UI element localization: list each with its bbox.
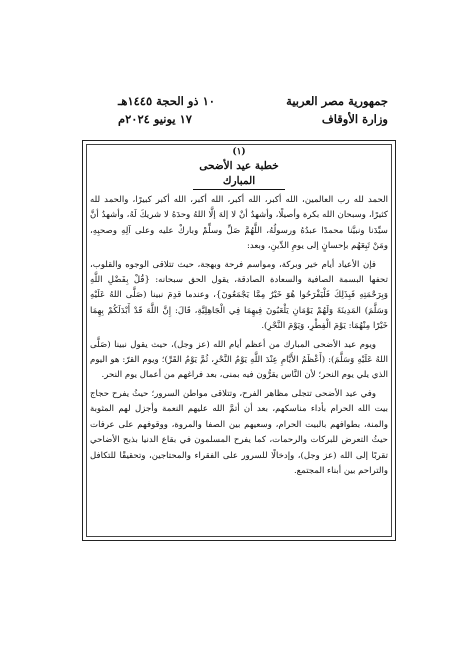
paragraph: الحمد لله رب العالمين، الله أكبر، الله أكبر، الله أكبر، الله أكبر كبيرًا، والحمد لله كثيرًا، وسبحان الله بكرة وأصيلًا، وأشهدُ أنْ لا إلهَ إلَّا اللهُ وحدَهُ لا شريكَ لَهُ، وأشهدُ أنَّ سيِّدَنا ونبيَّنا محمدًا عبدُهُ ورسولُهُ، اللَّهُمَّ صَلِّ وسلِّمْ وباركْ عليه وعلى آلِهِ وصحبِهِ، ومَنْ تَبِعَهُم بإحسانٍ إلى يومِ الدِّينِ، وبعد: <box>90 195 388 252</box>
header-dates <box>118 92 215 132</box>
section-number: (١) <box>232 147 246 157</box>
sermon-content <box>90 146 388 536</box>
header-ministry: وزارة الأوقاف <box>321 112 388 126</box>
paragraph: وفي عيد الأضحى تتجلى مظاهر الفرح، وتتلاقى مواطن السرور؛ حيثُ يفرح حجاج بيت الله الحرام بأداء مناسكهم، بعد أن أتمَّ الله عليهم النعمة وأجزل لهم المثوبة والمنة، بطوافهم بالبيت الحرام، وسعيهم بين الصفا والمروة، ووقوفهم على عرفات حيثُ التعرض للبركات والرحمات، كما يفرح المسلمون في بقاع الدنيا بذبح الأضاحي تقربًا إلى الله (عز وجل)، وإدخالًا للسرور على الفقراء والمحتاجين، وتحقيقًا للتكافل والتراحم بين أبناء المجتمع. <box>90 388 388 476</box>
header-gregorian-date: ١٧ يونيو ٢٠٢٤م <box>118 112 192 126</box>
header-institution <box>286 92 388 132</box>
sermon-title: خطبة عيد الأضحى المبارك <box>193 159 285 190</box>
paragraph: ويوم عيد الأضحى المبارك من أعظم أيام الله (عز وجل)، حيث يقول نبينا (صَلَّى اللهُ عَلَيْهِ وَسَلَّمَ): (أَعْظَمُ الأَيَّامِ عِنْدَ اللَّهِ يَوْمُ النَّحْرِ، ثُمَّ يَوْمُ القَرِّ)؛ ويوم القرّ: هو اليوم الذي يلي يوم النحر؛ لأن النَّاس يقرُّون فيه بمنى، بعد فراغهم من أعمال يوم النحر. <box>90 339 388 381</box>
header-country: جمهورية مصر العربية <box>286 94 388 108</box>
paragraph: فإن الأعياد أيام خير وبركة، ومواسم فرحة وبهجة، حيث تتلاقى الوجوه والقلوب، تحفها البسمة الصافية والسعادة الصادقة، يقول الحق سبحانه: {قُلْ بِفَضْلِ اللَّهِ وَبِرَحْمَتِهِ فَبِذَلِكَ فَلْيَفْرَحُوا هُوَ خَيْرٌ مِمَّا يَجْمَعُونَ}، وعندما قدِمَ نبينا (صَلَّى اللهُ عَلَيْهِ وَسَلَّمَ) المَدِينَةَ وَلَهُمْ يَوْمَانِ يَلْعَبُونَ فِيهِمَا فِي الْجَاهِلِيَّةِ، قَالَ: إِنَّ اللَّهَ قَدْ أَبْدَلَكُمْ بِهِمَا خَيْرًا مِنْهُمَا: يَوْمَ الْفِطْرِ، وَيَوْمَ النَّحْرِ). <box>90 259 388 332</box>
page-header <box>118 92 388 132</box>
header-hijri-date: ١٠ ذو الحجة ١٤٤٥هـ <box>118 94 215 108</box>
